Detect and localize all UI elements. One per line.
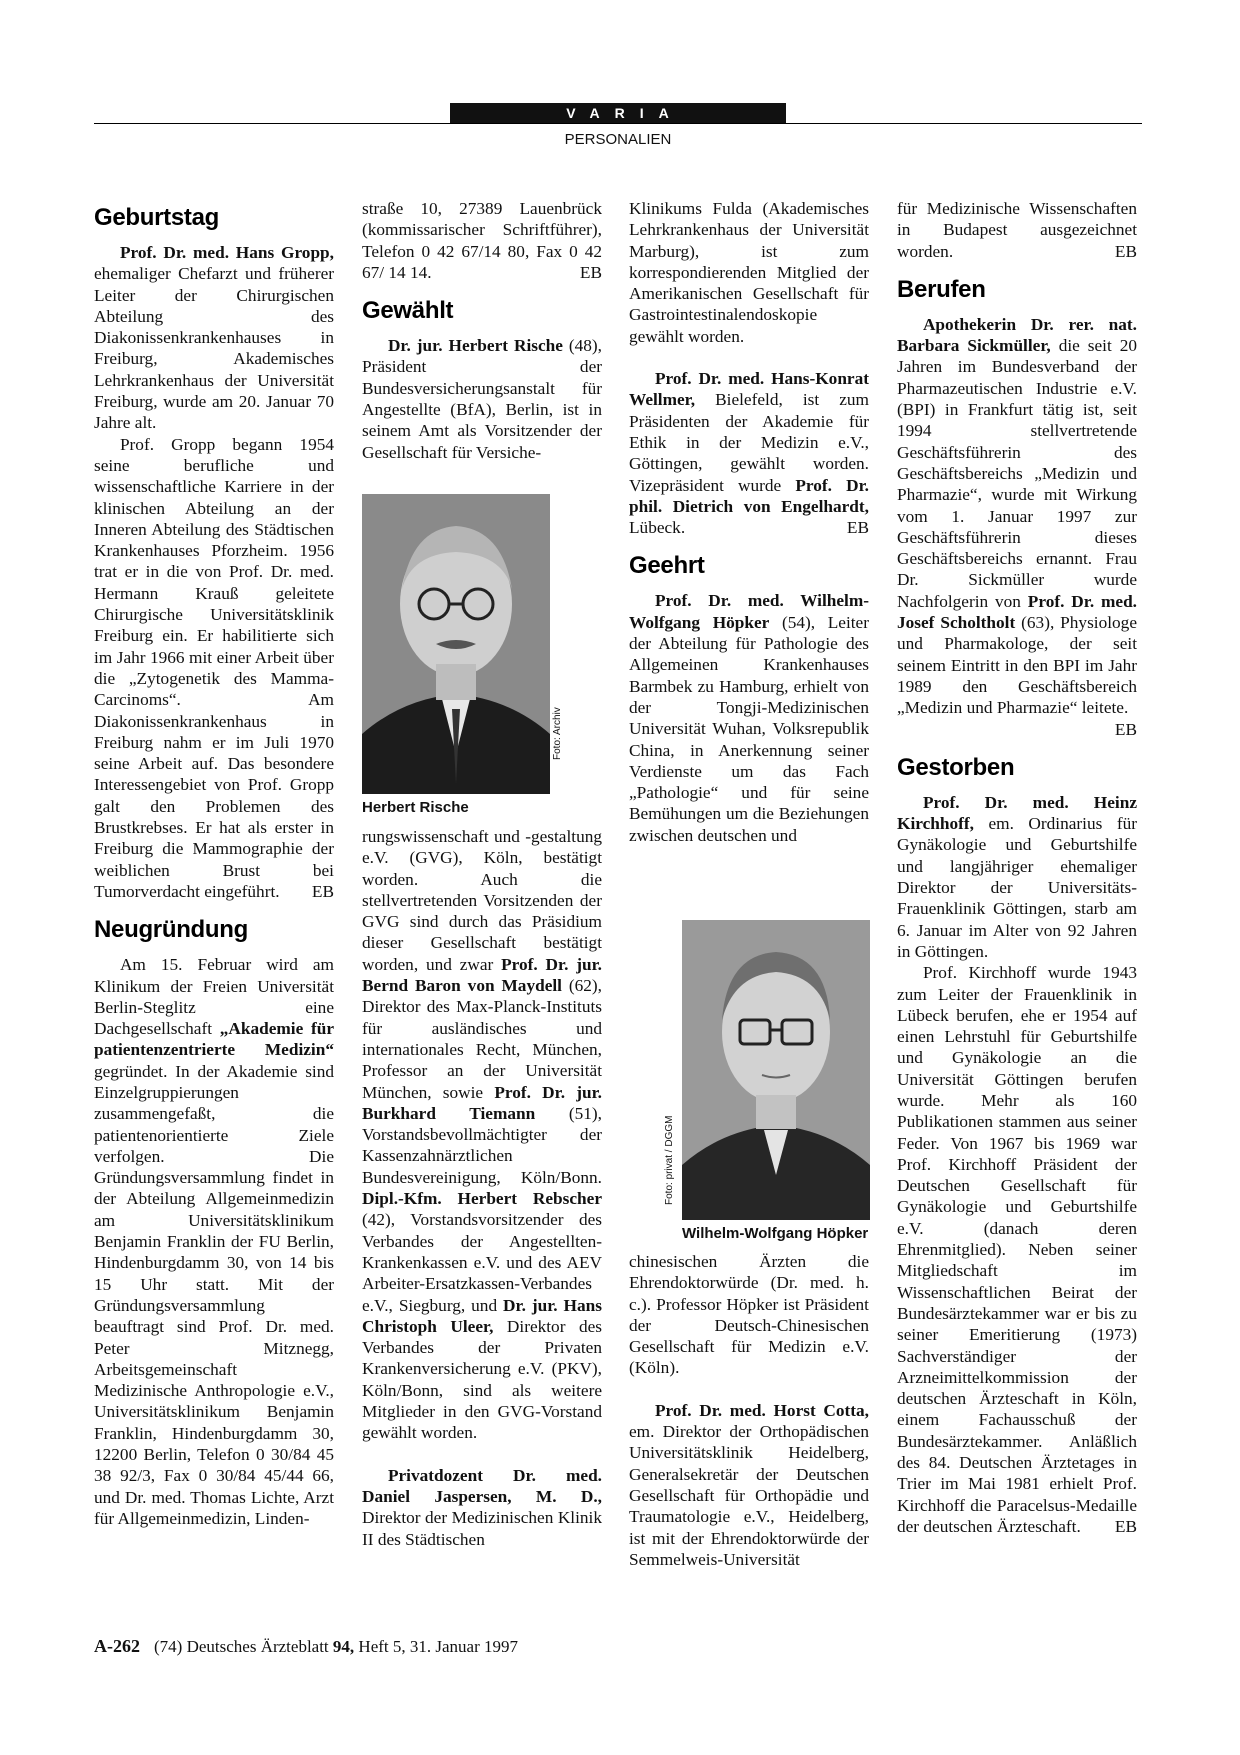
paragraph-fulda: Klinikums Fulda (Akademisches Lehrkrankenhaus der Universität Marburg), ist zum korrespondierenden Mitglied der Amerikanischen Gesellschaft für Gastrointestinalendoskopie gewählt worden. [629,199,869,346]
person-name: Prof. Dr. med. Hans Gropp, [119,243,334,262]
photo-wilhelm-wolfgang-hoepker [682,920,870,1220]
paragraph-hoepker: Prof. Dr. med. Wilhelm-Wolfgang Höpker (54), Leiter der Abteilung für Pathologie des Allgemeinen Krankenhauses Barmbek zu Hamburg, erhielt von der Tongji-Medizinischen Universität Wuhan, Volksrepublik China, in Anerkennung seiner Verdienste um das Fach „Pathologie“ und für seine Bemühungen um die Beziehungen zwischen deutschen und [629,591,869,845]
portrait-icon [682,920,870,1220]
column-1 [94,198,334,1529]
photo-herbert-rische [362,494,550,794]
paragraph-cotta: Prof. Dr. med. Horst Cotta, em. Direktor der Orthopädischen Universitätsklinik Heidelberg, Generalsekretär der Deutschen Gesellschaft für Orthopädie und Traumatologie e.V., Heidelberg, ist mit der Ehrendoktorwürde der Semmelweis-Universität [629,1400,869,1569]
heading-gewaehlt: Gewählt [362,297,454,325]
paragraph-rische: Dr. jur. Herbert Rische (48), Präsident der Bundesversicherungsanstalt für Angestellte (BfA), Berlin, ist in seinem Amt als Vorsitzender der Gesellschaft für Versiche- [362,336,602,462]
person-name: Prof. Dr. med. Heinz Kirchhoff, [897,792,1137,834]
author-initials: EB [846,518,869,538]
paragraph-hoepker-cont: chinesischen Ärzten die Ehrendoktorwürde (Dr. med. h. c.). Professor Höpker ist Präsident der Deutsch-Chinesischen Gesellschaft für Medizin e.V. (Köln). [629,1252,869,1378]
column-3 [629,198,869,846]
heading-neugruendung: Neugründung [94,916,249,944]
paragraph-wellmer: Prof. Dr. med. Hans-Konrat Wellmer, Bielefeld, ist zum Präsidenten der Akademie für Ethik in der Medizin e.V., Göttingen, gewählt worden. Vizepräsident wurde Prof. Dr. phil. Dietrich von Engelhardt, Lübeck. EB [629,369,869,538]
photo-caption: Herbert Rische [362,799,469,816]
organization-name: „Akademie für patientenzentrierte Medizin“ [94,1019,334,1060]
person-name: Prof. Dr. med. Josef Scholtholt [897,591,1138,633]
author-initials: EB [1114,241,1137,261]
paragraph-address: straße 10, 27389 Lauenbrück (kommissarischer Schriftführer), Telefon 0 42 67/14 80, Fax 0 42 67/ 14 14. EB [362,199,602,282]
author-initials: EB [311,881,334,901]
person-name: Prof. Dr. med. Wilhelm-Wolfgang Höpker [629,591,869,632]
subsection-label: PERSONALIEN [564,131,672,148]
paragraph-gropp-career: Prof. Gropp begann 1954 seine berufliche und wissenschaftliche Karriere in der klinischen Abteilung an der Inneren Abteilung des Städtischen Krankenhauses Pforzheim. 1956 trat er in die von Prof. Dr. med. Hermann Krauß geleitete Chirurgische Universitätsklinik Freiburg ein. Er habilitierte sich im Jahr 1966 mit einer Arbeit über die „Zytogenetik des Mamma-Carcinoms“. Am Diakonissenkrankenhaus in Freiburg nahm er im Juli 1970 seine Arbeit auf. Das besondere Interessengebiet von Prof. Gropp galt den Problemen des Brustkrebses. Er hat als erster in Freiburg die Mammographie der weiblichen Brust bei Tumorverdacht eingeführt. EB [94,434,334,901]
paragraph-kirchhoff-career: Prof. Kirchhoff wurde 1943 zum Leiter der Frauenklinik in Lübeck berufen, ehe er 1954 auf einen Lehrstuhl für Geburtshilfe und Gynäkologie an die Universität Göttingen berufen wurde. Mehr als 160 Publikationen stammen aus seiner Feder. Von 1967 bis 1969 war Prof. Kirchhoff Präsident der Deutschen Gesellschaft für Gynäkologie und Geburtshilfe e.V. (danach deren Ehrenmitglied). Neben seiner Mitgliedschaft im Wissenschaftlichen Beirat der Bundesärztekammer war er bis zu seiner Emeritierung (1973) Sachverständiger der Arzneimittelkommission der deutschen Ärzteschaft in Köln, einem Fachausschuß der Bundesärztekammer. Anläßlich des 84. Deutschen Ärztetages in Trier im Mai 1981 erhielt Prof. Kirchhoff die Paracelsus-Medaille der deutschen Ärzteschaft. EB [897,963,1137,1536]
paragraph-gropp: Prof. Dr. med. Hans Gropp, ehemaliger Chefarzt und früherer Leiter der Chirurgischen Abteilung des Diakonissenkrankenhauses in Freiburg, Akademisches Lehrkrankenhaus der Universität Freiburg, wurde am 20. Januar 70 Jahre alt. [94,243,334,433]
heading-berufen: Berufen [897,275,986,303]
heading-geehrt: Geehrt [629,552,705,580]
person-name: Apothekerin Dr. rer. nat. Barbara Sickmüller, [897,314,1137,356]
volume-number: 94, [332,1637,355,1656]
person-name: Dr. jur. Herbert Rische [387,336,563,356]
header-rule [94,123,1142,124]
portrait-icon [362,494,550,794]
author-initials: EB [1114,719,1137,739]
author-initials: EB [1114,1516,1137,1536]
paragraph-akademie: Am 15. Februar wird am Klinikum der Freien Universität Berlin-Steglitz eine Dachgesellschaft „Akademie für patientenzentrierte Medizin“ gegründet. In der Akademie sind Einzelgruppierungen zusammengefaßt, die patientenorientierte Ziele verfolgen. Die Gründungsversammlung findet in der Abteilung Allgemeinmedizin am Universitätsklinikum Benjamin Franklin der FU Berlin, Hindenburgdamm 30, von 14 bis 15 Uhr statt. Mit der Gründungsversammlung beauftragt sind Prof. Dr. med. Peter Mitznegg, Arbeitsgemeinschaft Medizinische Anthropologie e.V., Universitätsklinikum Benjamin Franklin, Hindenburgdamm 30, 12200 Berlin, Telefon 0 30/84 45 38 92/3, Fax 0 30/84 45/44 66, und Dr. med. Thomas Lichte, Arzt für Allgemeinmedizin, Linden- [94,955,334,1528]
page-footer: A-262 (74) Deutsches Ärzteblatt 94, Heft 5, 31. Januar 1997 [94,1636,518,1656]
column-2-continued [362,826,602,1550]
photo-credit: Foto: privat / DGGM [664,1115,675,1205]
page-number: A-262 [94,1636,140,1656]
column-3-continued [629,1251,869,1570]
person-name: Prof. Dr. med. Hans-Konrat Wellmer, [629,369,869,410]
column-2 [362,198,602,463]
person-name: Privatdozent Dr. med. Daniel Jaspersen, M. D., [362,1465,602,1506]
photo-caption: Wilhelm-Wolfgang Höpker [682,1225,869,1242]
section-label: VARIA [450,103,786,123]
paragraph-cotta-cont: für Medizinische Wissenschaften in Budapest ausgezeichnet worden. EB [897,199,1137,261]
heading-gestorben: Gestorben [897,753,1015,781]
column-4 [897,198,1137,1537]
heading-geburtstag: Geburtstag [94,204,220,231]
person-name: Prof. Dr. med. Horst Cotta, [654,1400,869,1420]
paragraph-sickmueller: Apothekerin Dr. rer. nat. Barbara Sickmüller, die seit 20 Jahren im Bundesverband der Pharmazeutischen Industrie e.V. (BPI) in Frankfurt tätig ist, seit 1994 stellvertretende Geschäftsführerin des Geschäftsbereichs „Medizin und Pharmazie“, wurde mit Wirkung vom 1. Januar 1997 zur Geschäftsführerin dieses Geschäftsbereichs ernannt. Frau Dr. Sickmüller wurde Nachfolgerin von Prof. Dr. med. Josef Scholtholt (63), Physiologe und Pharmakologe, der seit seinem Eintritt in den BPI im Jahr 1989 den Geschäftsbereich „Medizin und Pharmazie“ leitete. EB [897,314,1138,739]
paragraph-jaspersen: Privatdozent Dr. med. Daniel Jaspersen, M. D., Direktor der Medizinischen Klinik II des Städtischen [362,1465,602,1549]
author-initials: EB [579,262,602,282]
person-name: Prof. Dr. phil. Dietrich von Engelhardt, [629,475,869,516]
paragraph-kirchhoff: Prof. Dr. med. Heinz Kirchhoff, em. Ordinarius für Gynäkologie und Geburtshilfe und langjähriger ehemaliger Direktor der Universitäts-Frauenklinik Göttingen, starb am 6. Januar im Alter von 92 Jahren in Göttingen. [897,792,1137,961]
paragraph-gvg: rungswissenschaft und -gestaltung e.V. (GVG), Köln, bestätigt worden. Auch die stellvertretenden Vorsitzenden der GVG sind durch das Präsidium dieser Gesellschaft bestätigt worden, und zwar Prof. Dr. jur. Bernd Baron von Maydell (62), Direktor des Max-Planck-Instituts für ausländisches und internationales Recht, München, Professor an der Universität München, sowie Prof. Dr. jur. Burkhard Tiemann (51), Vorstandsbevollmächtigter der Kassenzahnärztlichen Bundesvereinigung, Köln/Bonn. Dipl.-Kfm. Herbert Rebscher (42), Vorstandsvorsitzender des Verbandes der Angestellten-Krankenkassen e.V. und des AEV Arbeiter-Ersatzkassen-Verbandes e.V., Siegburg, und Dr. jur. Hans Christoph Uleer, Direktor des Verbandes der Privaten Krankenversicherung e.V. (PKV), Köln/Bonn, sind als weitere Mitglieder in den GVG-Vorstand gewählt worden. [362,827,602,1443]
photo-credit: Foto: Archiv [552,707,563,760]
